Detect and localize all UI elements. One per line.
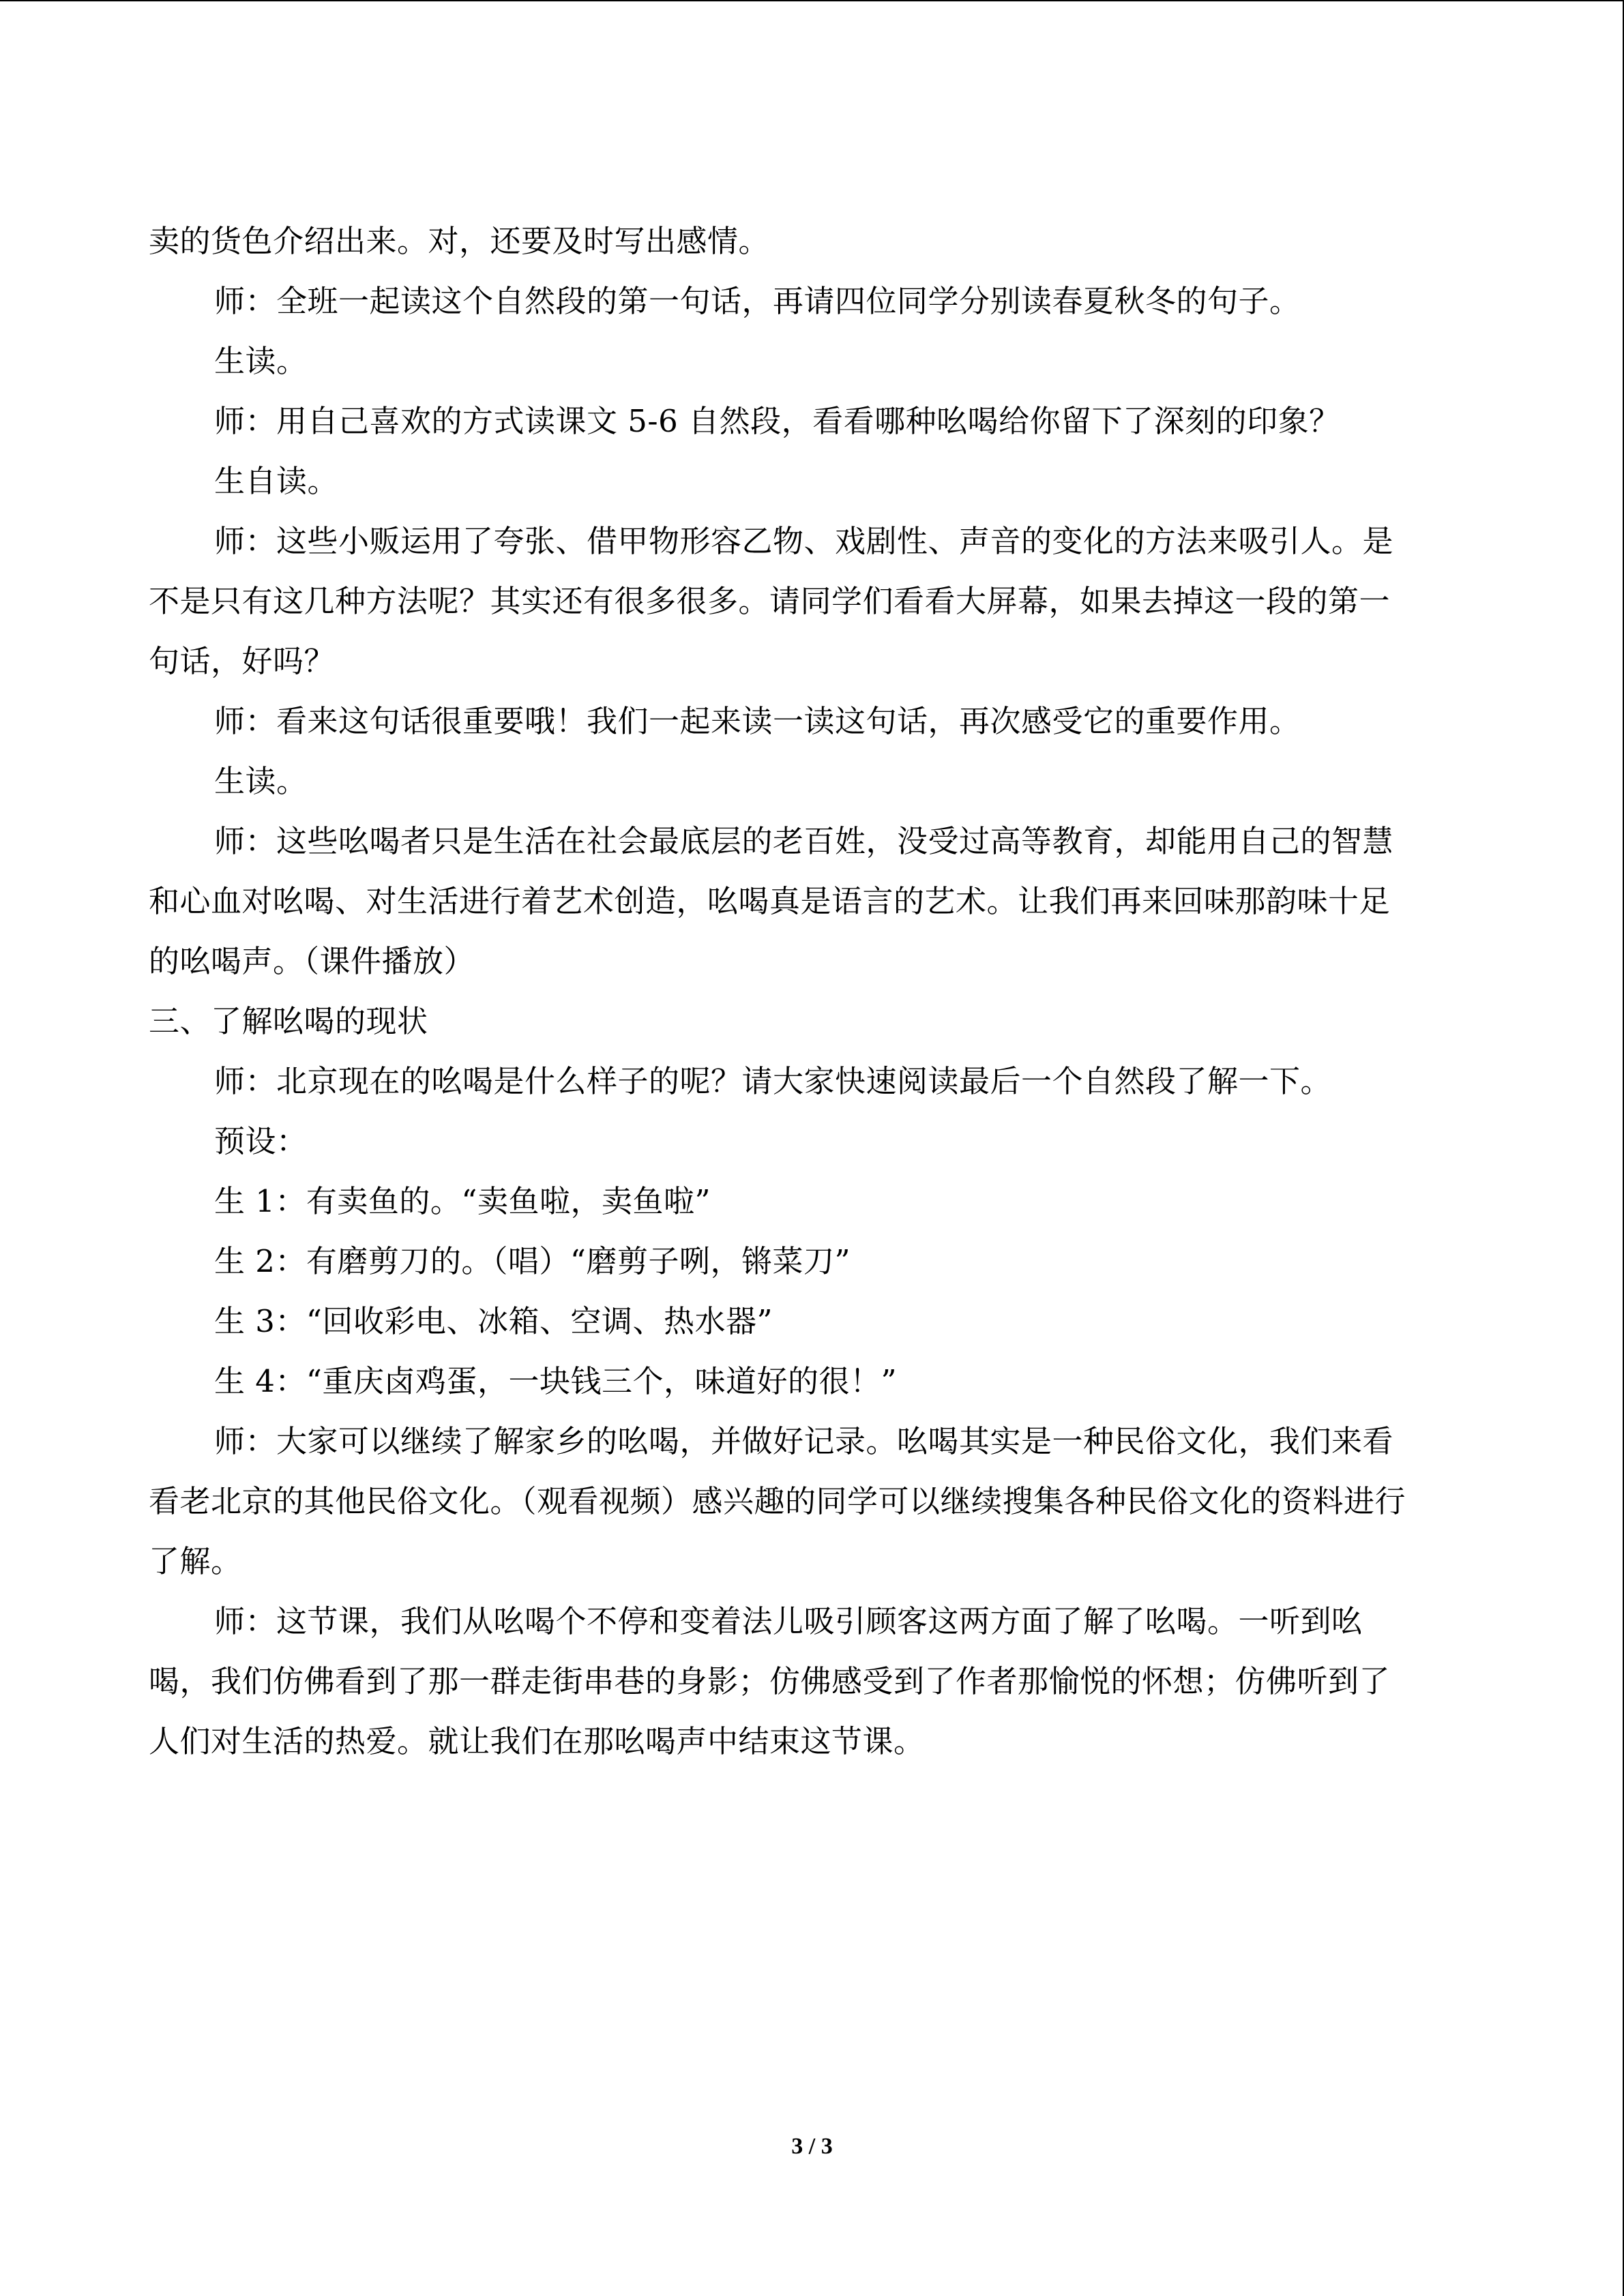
text-line-19: 生 3：“回收彩电、冰箱、空调、热水器” [214, 1303, 773, 1339]
text-line-8: 句话，好吗？ [149, 643, 336, 679]
text-line-17: 生 1：有卖鱼的。“卖鱼啦，卖鱼啦” [214, 1183, 711, 1219]
section-heading: 三、了解吆喝的现状 [149, 1003, 428, 1039]
text-line-3: 生读。 [214, 343, 308, 379]
text-line-7: 不是只有这几种方法呢？其实还有很多很多。请同学们看看大屏幕，如果去掉这一段的第一 [149, 583, 1391, 619]
text-line-2: 师：全班一起读这个自然段的第一句话，再请四位同学分别读春夏秋冬的句子。 [214, 283, 1301, 319]
text-line-25: 喝，我们仿佛看到了那一群走街串巷的身影；仿佛感受到了作者那愉悦的怀想；仿佛听到了 [149, 1663, 1391, 1699]
text-line-26: 人们对生活的热爱。就让我们在那吆喝声中结束这节课。 [149, 1723, 925, 1759]
text-line-4: 师：用自己喜欢的方式读课文 5-6 自然段，看看哪种吆喝给你留下了深刻的印象？ [214, 403, 1340, 439]
text-line-20: 生 4：“重庆卤鸡蛋，一块钱三个，味道好的很！” [214, 1363, 897, 1399]
page-number: 3 / 3 [791, 2134, 833, 2159]
text-line-15: 师：北京现在的吆喝是什么样子的呢？请大家快速阅读最后一个自然段了解一下。 [214, 1063, 1332, 1099]
text-line-13: 的吆喝声。（课件播放） [149, 943, 475, 979]
document-body [149, 211, 1476, 1772]
text-line-10: 生读。 [214, 763, 308, 799]
text-line-24: 师：这节课，我们从吆喝个不停和变着法儿吸引顾客这两方面了解了吆喝。一听到吆 [214, 1603, 1363, 1639]
text-line-11: 师：这些吆喝者只是生活在社会最底层的老百姓，没受过高等教育，却能用自己的智慧 [214, 823, 1394, 859]
text-line-22: 看老北京的其他民俗文化。（观看视频）感兴趣的同学可以继续搜集各种民俗文化的资料进行 [149, 1483, 1406, 1519]
text-line-12: 和心血对吆喝、对生活进行着艺术创造，吆喝真是语言的艺术。让我们再来回味那韵味十足 [149, 883, 1391, 919]
text-line-23: 了解。 [149, 1543, 242, 1579]
text-line-5: 生自读。 [214, 463, 339, 499]
text-line-6: 师：这些小贩运用了夸张、借甲物形容乙物、戏剧性、声音的变化的方法来吸引人。是 [214, 523, 1394, 559]
text-line-18: 生 2：有磨剪刀的。（唱）“磨剪子咧，锵菜刀” [214, 1243, 851, 1279]
text-line-1: 卖的货色介绍出来。对，还要及时写出感情。 [149, 223, 770, 259]
text-line-9: 师：看来这句话很重要哦！我们一起来读一读这句话，再次感受它的重要作用。 [214, 703, 1301, 739]
text-line-16: 预设： [214, 1123, 308, 1159]
text-line-21: 师：大家可以继续了解家乡的吆喝，并做好记录。吆喝其实是一种民俗文化，我们来看 [214, 1423, 1394, 1459]
